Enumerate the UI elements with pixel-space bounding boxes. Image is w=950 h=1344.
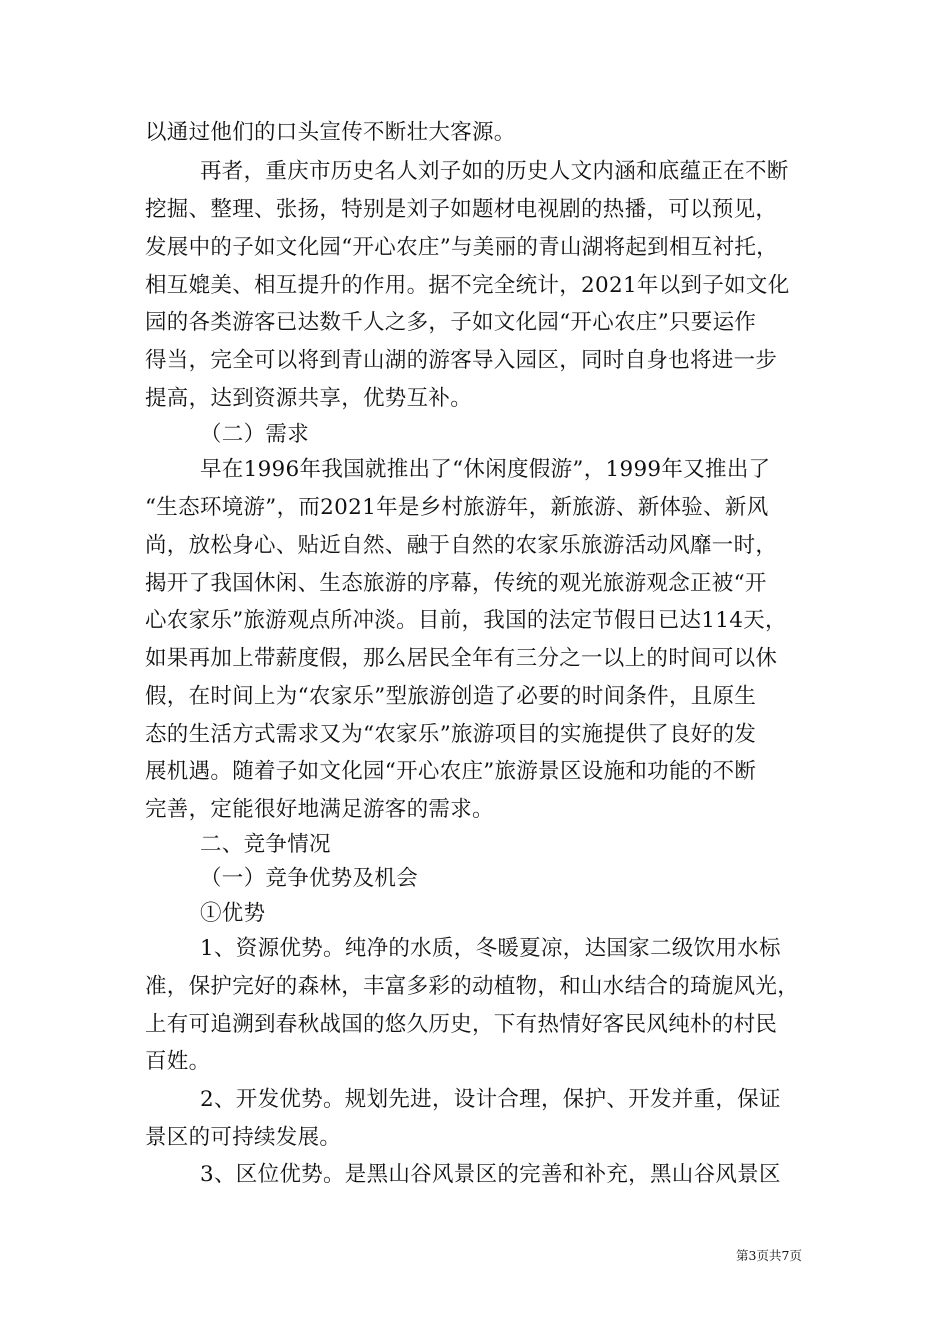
text-line: 揭开了我国休闲、生态旅游的序幕，传统的观光旅游观念正被“开 <box>145 571 767 596</box>
text-line: 假，在时间上为“农家乐”型旅游创造了必要的时间条件，且原生 <box>145 684 757 709</box>
section-heading: ①优势 <box>200 901 266 926</box>
text-line: 相互媲美、相互提升的作用。据不完全统计，2021年以到子如文化 <box>145 273 790 298</box>
text-line: 展机遇。随着子如文化园“开心农庄”旅游景区设施和功能的不断 <box>145 759 757 784</box>
text-line: 上有可追溯到春秋战国的悠久历史，下有热情好客民风纯朴的村民 <box>145 1012 778 1037</box>
text-line: 尚，放松身心、贴近自然、融于自然的农家乐旅游活动风靡一时， <box>145 533 778 558</box>
text-line: 完善，定能很好地满足游客的需求。 <box>145 797 494 822</box>
text-line: 百姓。 <box>145 1049 211 1074</box>
text-line: 挖掘、整理、张扬，特别是刘子如题材电视剧的热播，可以预见， <box>145 197 778 222</box>
text-line: 准，保护完好的森林，丰富多彩的动植物，和山水结合的琦旎风光， <box>145 974 800 999</box>
text-line: 再者，重庆市历史名人刘子如的历史人文内涵和底蕴正在不断 <box>200 159 789 184</box>
section-heading: （一）竞争优势及机会 <box>200 866 419 891</box>
text-line: 得当，完全可以将到青山湖的游客导入园区，同时自身也将进一步 <box>145 348 778 373</box>
text-line: 2、开发优势。规划先进，设计合理，保护、开发并重，保证 <box>200 1087 781 1112</box>
text-line: 如果再加上带薪度假，那么居民全年有三分之一以上的时间可以休 <box>145 646 778 671</box>
text-line: 提高，达到资源共享，优势互补。 <box>145 386 473 411</box>
text-line: 景区的可持续发展。 <box>145 1125 342 1150</box>
page-number: 第3页共7页 <box>736 1248 802 1263</box>
text-line: “生态环境游”，而2021年是乡村旅游年，新旅游、新体验、新风 <box>145 495 769 520</box>
text-line: 发展中的子如文化园“开心农庄”与美丽的青山湖将起到相互衬托， <box>145 235 778 260</box>
text-line: 以通过他们的口头宣传不断壮大客源。 <box>145 120 516 145</box>
text-line: 3、区位优势。是黑山谷风景区的完善和补充，黑山谷风景区 <box>200 1162 781 1187</box>
text-line: 态的生活方式需求又为“农家乐”旅游项目的实施提供了良好的发 <box>145 722 757 747</box>
section-heading: （二）需求 <box>200 422 310 447</box>
text-line: 心农家乐”旅游观点所冲淡。目前，我国的法定节假日已达114天， <box>145 608 787 633</box>
text-line: 1、资源优势。纯净的水质，冬暖夏凉，达国家二级饮用水标 <box>200 936 781 961</box>
text-line: 早在1996年我国就推出了“休闲度假游”，1999年又推出了 <box>200 457 771 482</box>
text-line: 园的各类游客已达数千人之多，子如文化园“开心农庄”只要运作 <box>145 310 757 335</box>
section-heading: 二、竞争情况 <box>200 832 331 857</box>
